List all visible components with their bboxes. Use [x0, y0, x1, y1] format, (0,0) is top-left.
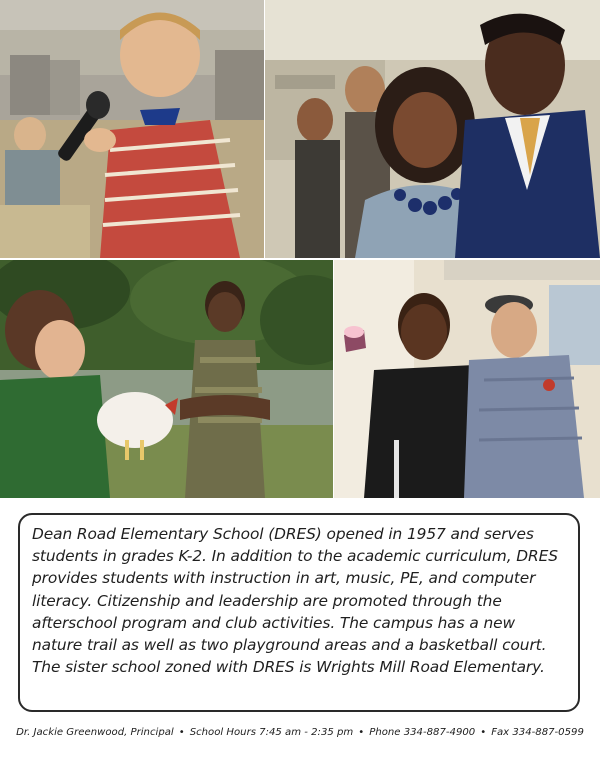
- school-hours: School Hours 7:45 am - 2:35 pm: [189, 727, 354, 738]
- separator: •: [480, 727, 487, 738]
- principal-name: Dr. Jackie Greenwood, Principal: [16, 727, 174, 738]
- fax-number: Fax 334-887-0599: [491, 727, 584, 738]
- separator: •: [358, 727, 365, 738]
- school-description: Dean Road Elementary School (DRES) opened in 1957 and serves students in grades K-2. In addition to the academic curriculum, DRES provides students with instruction in art, music, PE, and computer literacy. Citizenship and leadership are promoted through the afterschool program and club activities. The campus has a new nature trail as well as two playground areas and a basketball court. The sister school zoned with DRES is Wrights Mill Road Elementary.: [32, 525, 558, 677]
- photo-boy-with-microphone: [0, 0, 264, 258]
- photo-student-with-chicken: [0, 260, 333, 498]
- separator: •: [178, 727, 185, 738]
- phone-number: Phone 334-887-4900: [369, 727, 476, 738]
- caption-box: [18, 513, 580, 712]
- photo-couple-smiling: [265, 0, 600, 258]
- photo-student-and-mentor: [334, 260, 600, 498]
- footer-contact-info: [0, 727, 600, 738]
